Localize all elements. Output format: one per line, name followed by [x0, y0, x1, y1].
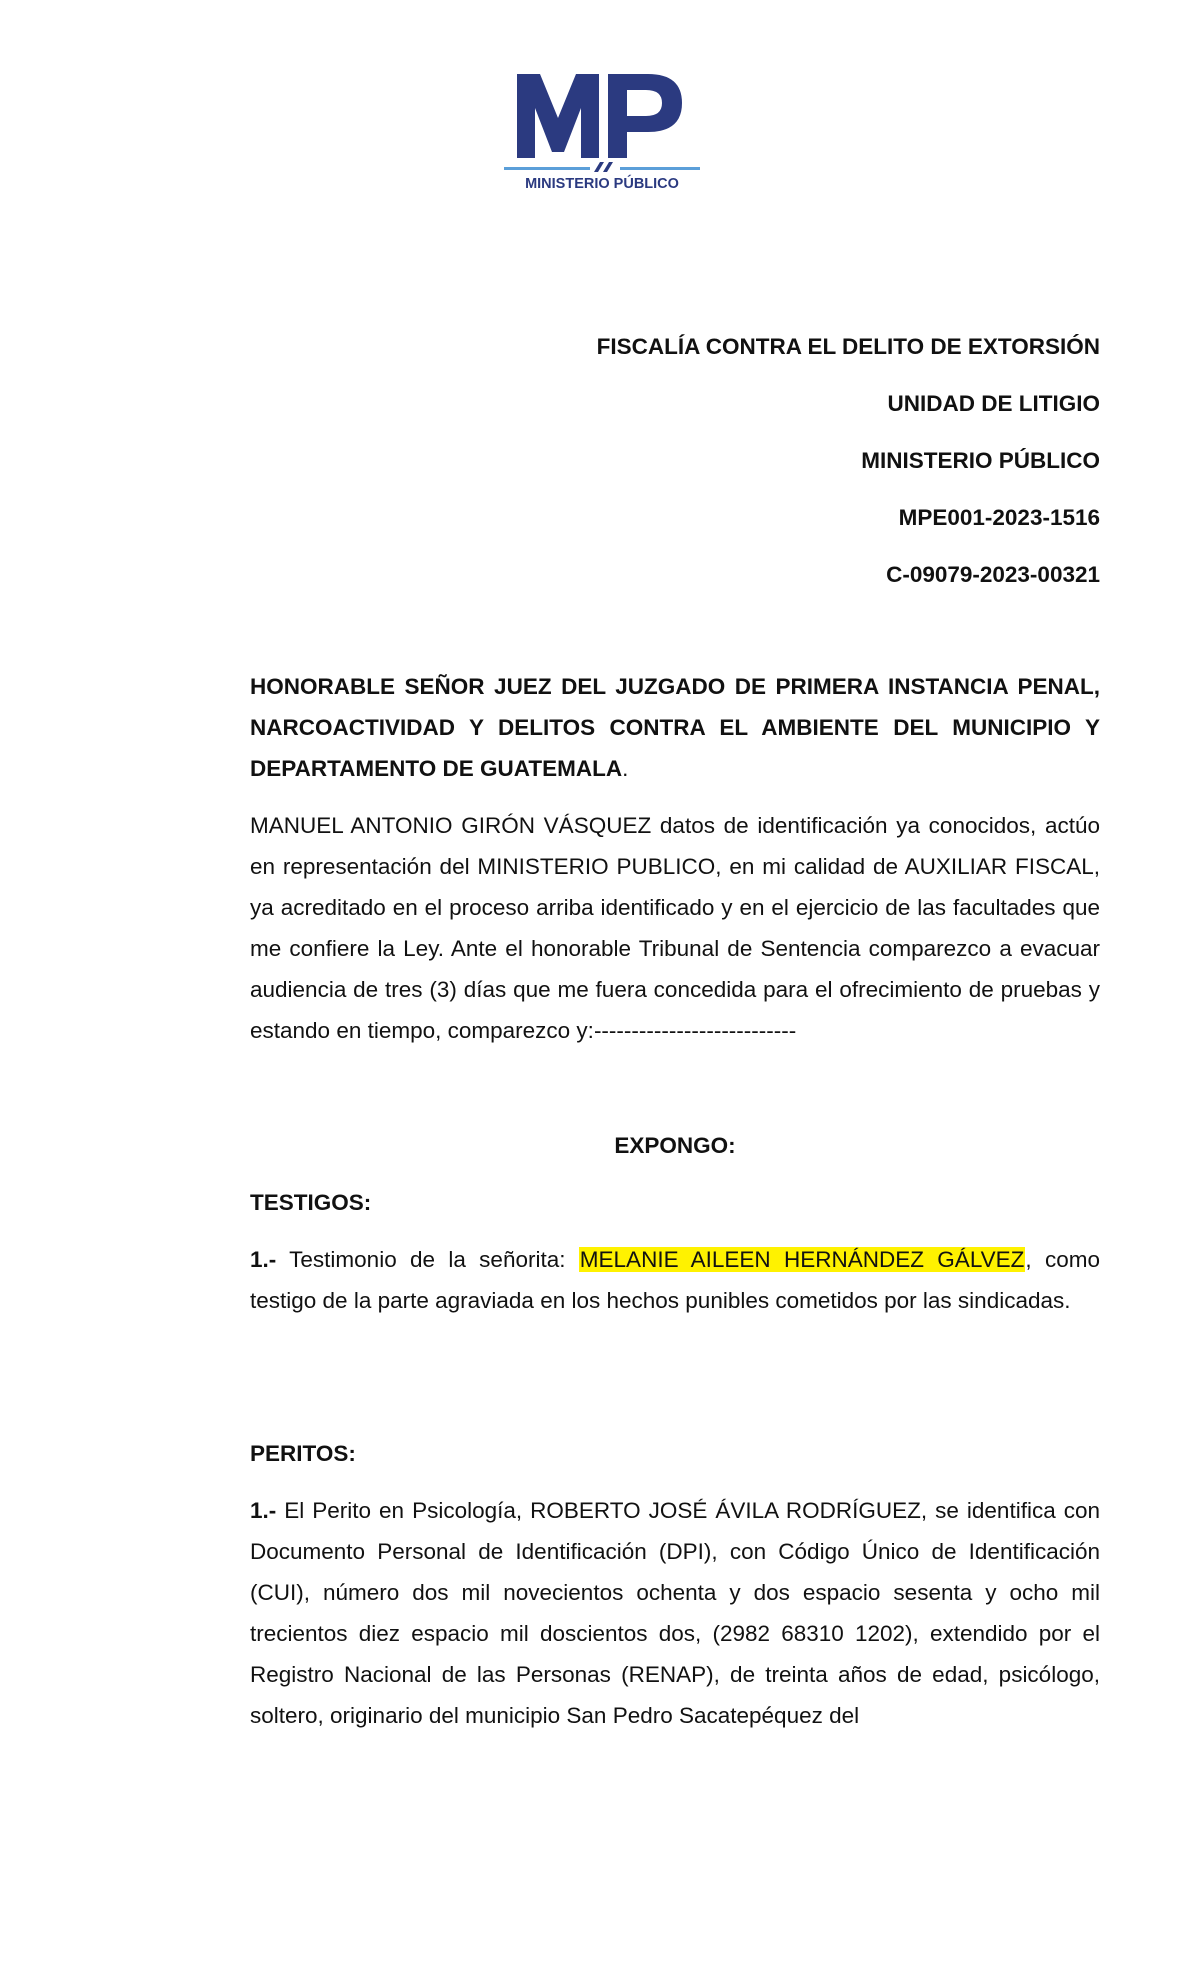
mp-logo	[502, 66, 702, 196]
logo-divider-right	[620, 167, 700, 170]
testigo-text-after: , como testigo de la parte agraviada en los hechos punibles cometidos por las sindicadas.	[250, 1247, 1101, 1313]
header-prosecutor-office: FISCALÍA CONTRA EL DELITO DE EXTORSIÓN	[596, 334, 1100, 359]
peritos-heading: PERITOS:	[250, 1441, 356, 1466]
logo-divider-left	[504, 167, 590, 170]
testigo-item-number: 1.-	[250, 1247, 277, 1272]
mp-logo-graphic	[502, 66, 702, 196]
perito-item-number: 1.-	[250, 1498, 277, 1523]
testigos-heading: TESTIGOS:	[250, 1190, 372, 1215]
address-paragraph	[250, 666, 1100, 789]
expongo-heading: EXPONGO:	[614, 1133, 736, 1158]
logo-caption: MINISTERIO PÚBLICO	[525, 176, 679, 192]
testigo-name-highlight: MELANIE AILEEN HERNÁNDEZ GÁLVEZ	[579, 1247, 1025, 1272]
address-end: .	[622, 756, 629, 781]
logo-slash-mark	[594, 162, 613, 172]
logo-letter-p	[608, 74, 682, 158]
perito-text: El Perito en Psicología, ROBERTO JOSÉ ÁVILA RODRÍGUEZ, se identifica con Documento Personal de Identificación (DPI), con Código Único de Identificación (CUI), número dos mil novecientos ochenta y dos espacio sesenta y ocho mil trecientos diez espacio mil doscientos dos, (2982 68310 1202), extendido por el Registro Nacional de las Personas (RENAP), de treinta años de edad, psicólogo, soltero, originario del municipio San Pedro Sacatepéquez del	[250, 1498, 1100, 1728]
testigo-text-before: Testimonio de la señorita:	[276, 1247, 579, 1272]
header-process-number: C-09079-2023-00321	[886, 562, 1100, 587]
address-text: HONORABLE SEÑOR JUEZ DEL JUZGADO DE PRIMERA INSTANCIA PENAL, NARCOACTIVIDAD Y DELITOS CONTRA EL AMBIENTE DEL MUNICIPIO Y DEPARTAMENTO DE GUATEMALA	[250, 674, 1100, 781]
header-unit: UNIDAD DE LITIGIO	[887, 391, 1100, 416]
intro-paragraph: MANUEL ANTONIO GIRÓN VÁSQUEZ datos de identificación ya conocidos, actúo en representación del MINISTERIO PUBLICO, en mi calidad de AUXILIAR FISCAL, ya acreditado en el proceso arriba identificado y en el ejercicio de las facultades que me confiere la Ley. Ante el honorable Tribunal de Sentencia comparezco a evacuar audiencia de tres (3) días que me fuera concedida para el ofrecimiento de pruebas y estando en tiempo, comparezco y:---------------------------	[250, 813, 1100, 1043]
header-ministry: MINISTERIO PÚBLICO	[861, 448, 1100, 473]
testigo-item	[250, 1239, 1100, 1321]
header-case-number: MPE001-2023-1516	[898, 505, 1100, 530]
logo-letter-m	[517, 74, 599, 158]
perito-item	[250, 1490, 1100, 1736]
